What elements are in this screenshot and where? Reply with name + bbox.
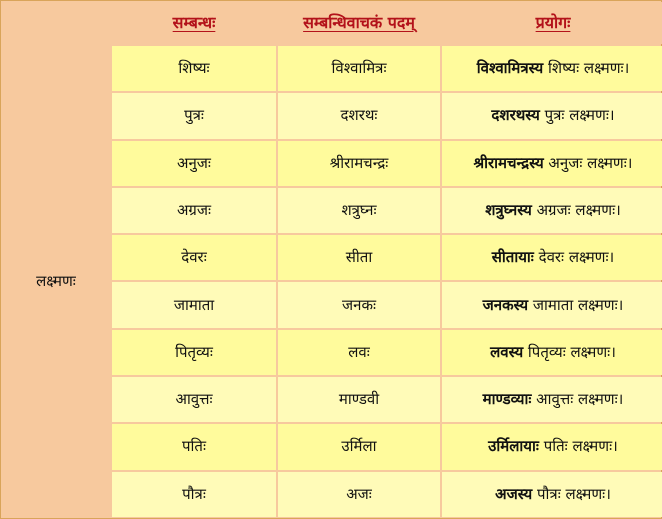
usage-cell bbox=[442, 46, 662, 91]
relation-cell: आवुत्तः bbox=[112, 377, 276, 422]
table-row bbox=[2, 46, 662, 91]
usage-cell bbox=[442, 141, 662, 186]
relative-cell: दशरथः bbox=[278, 93, 440, 138]
relation-cell: अनुजः bbox=[112, 141, 276, 186]
corner-cell bbox=[2, 2, 110, 44]
relative-cell: शत्रुघ्नः bbox=[278, 188, 440, 233]
relative-cell: माण्डवी bbox=[278, 377, 440, 422]
relation-cell: पुत्रः bbox=[112, 93, 276, 138]
header-relation: सम्बन्धः bbox=[112, 2, 276, 44]
subject-cell: लक्ष्मणः bbox=[2, 46, 110, 517]
header-relative-word: सम्बन्धिवाचकं पदम् bbox=[278, 2, 440, 44]
usage-genitive: विश्वामित्रस्य bbox=[476, 59, 544, 78]
usage-genitive: श्रीरामचन्द्रस्य bbox=[473, 153, 544, 172]
usage-genitive: उर्मिलायाः bbox=[488, 437, 539, 456]
usage-cell bbox=[442, 93, 662, 138]
usage-rest: पौत्रः लक्ष्मणः। bbox=[532, 484, 611, 503]
table-body bbox=[2, 46, 662, 517]
usage-rest: पुत्रः लक्ष्मणः। bbox=[539, 106, 615, 125]
relative-cell: लवः bbox=[278, 330, 440, 375]
usage-genitive: शत्रुघ्नस्य bbox=[485, 200, 532, 219]
relation-cell: पितृव्यः bbox=[112, 330, 276, 375]
relation-cell: पतिः bbox=[112, 424, 276, 469]
usage-rest: पितृव्यः लक्ष्मणः। bbox=[523, 342, 616, 361]
usage-cell bbox=[442, 472, 662, 517]
usage-rest: शिष्यः लक्ष्मणः। bbox=[543, 59, 630, 78]
relation-cell: अग्रजः bbox=[112, 188, 276, 233]
usage-cell bbox=[442, 424, 662, 469]
relative-cell: विश्वामित्रः bbox=[278, 46, 440, 91]
usage-genitive: लवस्य bbox=[490, 342, 524, 361]
usage-cell bbox=[442, 377, 662, 422]
relative-cell: श्रीरामचन्द्रः bbox=[278, 141, 440, 186]
relative-cell: जनकः bbox=[278, 282, 440, 327]
usage-cell bbox=[442, 235, 662, 280]
usage-rest: जामाता लक्ष्मणः। bbox=[528, 295, 624, 314]
relation-cell: देवरः bbox=[112, 235, 276, 280]
relation-cell: शिष्यः bbox=[112, 46, 276, 91]
usage-rest: अनुजः लक्ष्मणः। bbox=[543, 153, 633, 172]
relative-cell: उर्मिला bbox=[278, 424, 440, 469]
usage-cell bbox=[442, 282, 662, 327]
usage-rest: देवरः लक्ष्मणः। bbox=[533, 248, 615, 267]
usage-rest: आवुत्तः लक्ष्मणः। bbox=[531, 390, 624, 409]
usage-cell bbox=[442, 188, 662, 233]
usage-genitive: जनकस्य bbox=[482, 295, 529, 314]
usage-genitive: माण्डव्याः bbox=[482, 390, 532, 409]
usage-cell bbox=[442, 330, 662, 375]
header-usage: प्रयोगः bbox=[442, 2, 662, 44]
usage-genitive: अजस्य bbox=[495, 484, 533, 503]
usage-rest: अग्रजः लक्ष्मणः। bbox=[531, 200, 621, 219]
relative-cell: अजः bbox=[278, 472, 440, 517]
relation-cell: जामाता bbox=[112, 282, 276, 327]
usage-rest: पतिः लक्ष्मणः। bbox=[538, 437, 618, 456]
header-row bbox=[2, 2, 662, 44]
relation-cell: पौत्रः bbox=[112, 472, 276, 517]
usage-genitive: दशरथस्य bbox=[491, 106, 540, 125]
relative-cell: सीता bbox=[278, 235, 440, 280]
usage-genitive: सीतायाः bbox=[491, 248, 534, 267]
